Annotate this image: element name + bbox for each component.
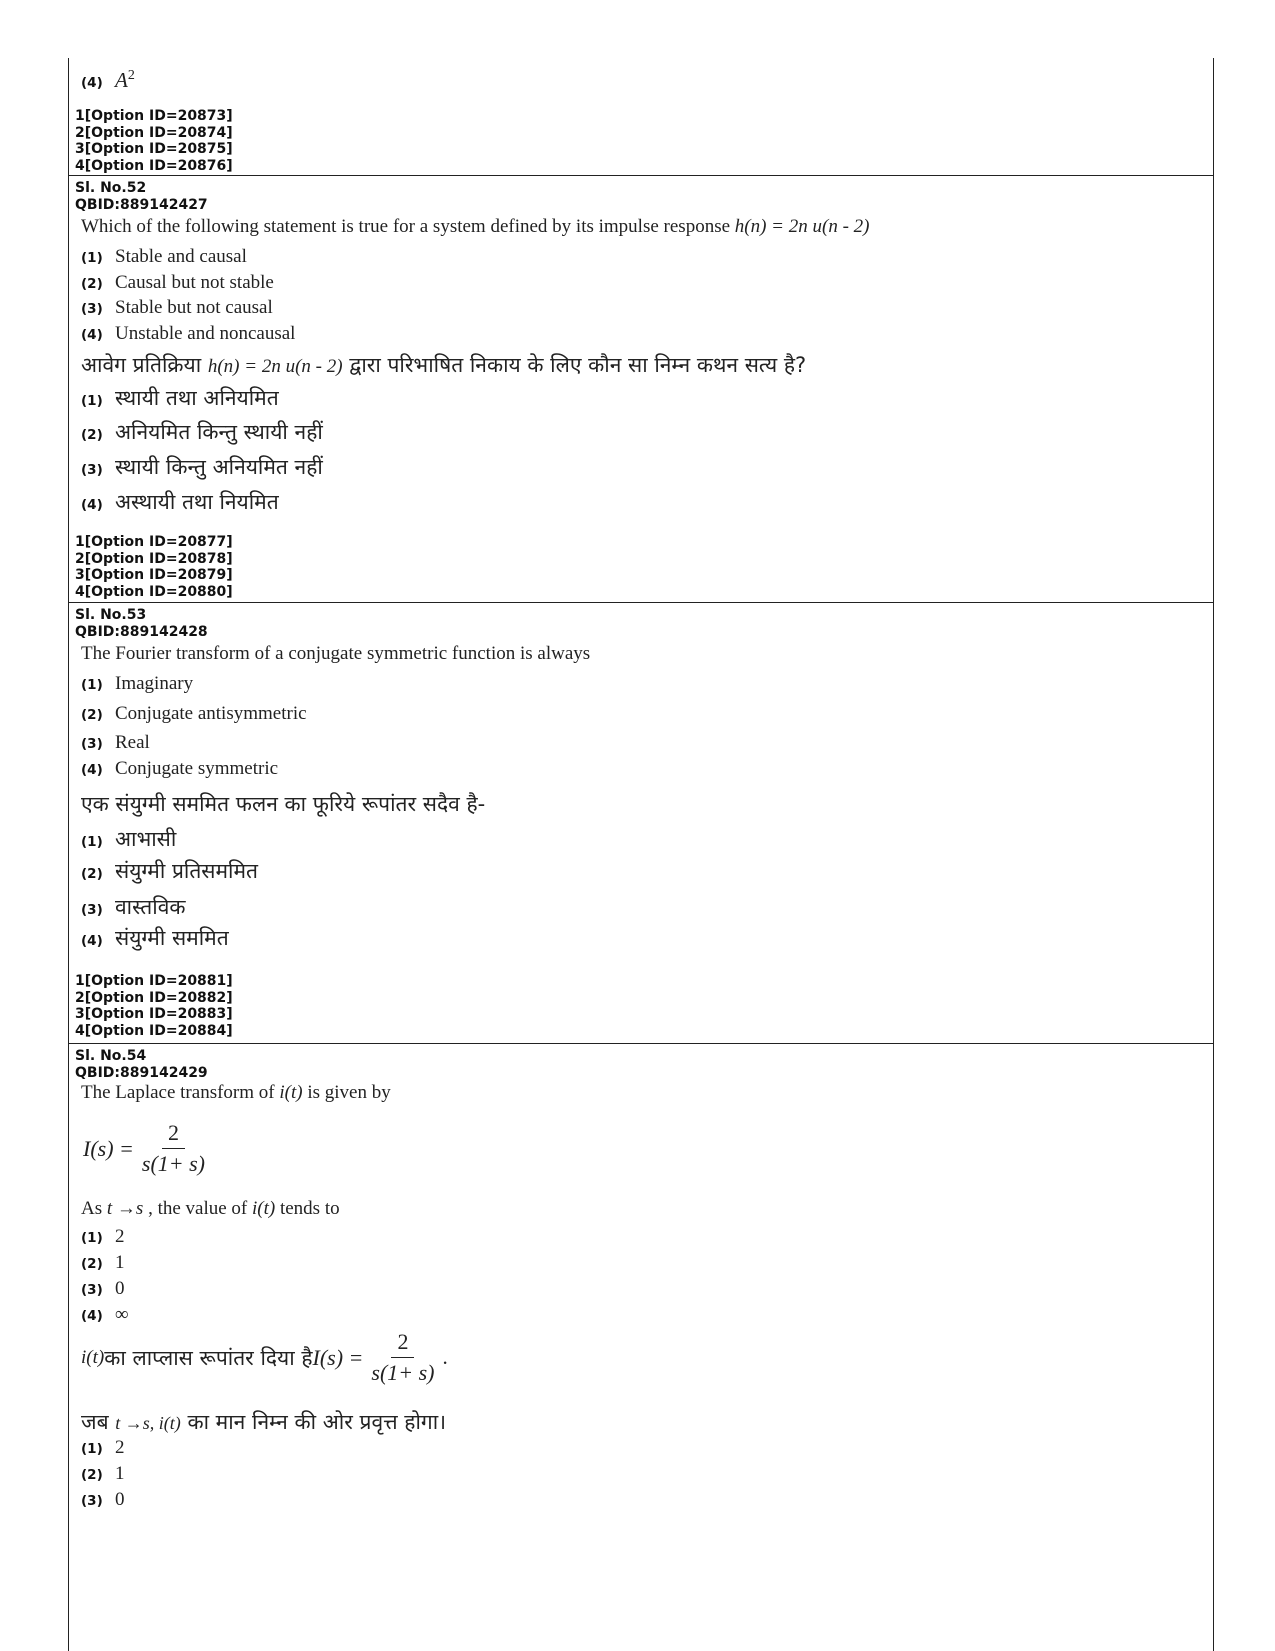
option-id: 4[Option ID=20884] [75,1022,233,1039]
question-paper-page [68,58,1214,1651]
option-en-2: (2) 1 [81,1252,125,1273]
formula-lhs: I(s) = [83,1135,134,1161]
option-hi-1: (1) स्थायी तथा अनियमित [81,386,279,410]
question-text-en: The Laplace transform of i(t) is given by [81,1082,391,1103]
option-hi-3: (3) 0 [81,1489,125,1510]
option-id: 4[Option ID=20876] [75,157,233,174]
option-id: 2[Option ID=20874] [75,124,233,141]
option-en-2: (2) Conjugate antisymmetric [81,703,307,724]
option-en-4: (4) ∞ [81,1304,129,1325]
option-id: 1[Option ID=20873] [75,108,233,124]
fraction-denominator: s(1+ s) [141,1151,206,1176]
question-header [75,1048,208,1081]
serial-number: Sl. No.52 [75,180,147,196]
option-en-4: (4) Unstable and noncausal [81,323,296,344]
laplace-formula [83,1120,213,1177]
option-hi-4: (4) अस्थायी तथा नियमित [81,490,279,514]
fraction-numerator: 2 [162,1120,185,1149]
option-id: 3[Option ID=20883] [75,1006,233,1022]
option-id: 3[Option ID=20879] [75,567,233,583]
option-number: (4) [81,75,103,91]
option-text: A [115,68,128,92]
option-en-2: (2) Causal but not stable [81,272,274,293]
option-superscript: 2 [127,68,135,83]
option-hi-3: (3) स्थायी किन्तु अनियमित नहीं [81,455,323,479]
option-en-4: (4) Conjugate symmetric [81,758,279,779]
qbid: QBID:889142429 [75,1064,208,1081]
question-header [75,180,208,213]
question-54 [69,1044,1213,1651]
option-hi-2: (2) संयुग्मी प्रतिसममित [81,859,259,883]
option-hi-4: (4) संयुग्मी सममित [81,926,229,950]
question-52 [69,176,1213,603]
option-4 [81,68,135,93]
option-en-1: (1) Stable and causal [81,246,247,267]
option-hi-1: (1) 2 [81,1437,125,1458]
option-hi-1: (1) आभासी [81,827,177,851]
option-id: 2[Option ID=20878] [75,550,233,567]
option-id-list [75,973,233,1039]
option-en-3: (3) 0 [81,1278,125,1299]
question-text-hi: i(t) का लाप्लास रूपांतर दिया है I(s) = $\frac{2}{s(1+ s)}$ . [81,1329,448,1385]
option-hi-2: (2) 1 [81,1463,125,1484]
qbid: QBID:889142427 [75,196,208,213]
question-text-en: The Fourier transform of a conjugate symmetric function is always [81,643,591,664]
option-id: 4[Option ID=20880] [75,583,233,600]
option-id: 3[Option ID=20875] [75,141,233,157]
serial-number: Sl. No.53 [75,607,147,623]
question-53 [69,603,1213,1044]
option-id: 1[Option ID=20877] [75,534,233,550]
option-hi-2: (2) अनियमित किन्तु स्थायी नहीं [81,420,323,444]
serial-number: Sl. No.54 [75,1048,147,1064]
option-id-list [75,108,233,174]
limit-question-en: As t →s , the value of i(t) tends to [81,1198,340,1219]
question-header [75,607,208,640]
option-en-1: (1) 2 [81,1226,125,1247]
question-text-en: Which of the following statement is true for a system defined by its impulse response h(n) = 2n u(n - 2) [81,216,870,237]
question-text-hi: आवेग प्रतिक्रिया h(n) = 2n u(n - 2) द्वारा परिभाषित निकाय के लिए कौन सा निम्न कथन सत्य है? [81,353,807,377]
option-id-list [75,534,233,600]
fraction [138,1120,209,1177]
qbid: QBID:889142428 [75,623,208,640]
option-id: 1[Option ID=20881] [75,973,233,989]
impulse-response-formula: h(n) = 2n u(n - 2) [734,216,870,237]
option-en-3: (3) Real [81,732,150,753]
option-id: 2[Option ID=20882] [75,989,233,1006]
question-51-tail [69,58,1213,176]
fraction: $\frac{2}{s(1+ s)}$ [371,1329,435,1385]
question-text-hi: एक संयुग्मी सममित फलन का फूरिये रूपांतर सदैव है- [81,792,486,816]
limit-question-hi: जब t →s, i(t) का मान निम्न की ओर प्रवृत्त होगा। [81,1410,447,1434]
option-en-3: (3) Stable but not causal [81,297,273,318]
option-en-1: (1) Imaginary [81,673,194,694]
option-hi-3: (3) वास्तविक [81,895,186,919]
